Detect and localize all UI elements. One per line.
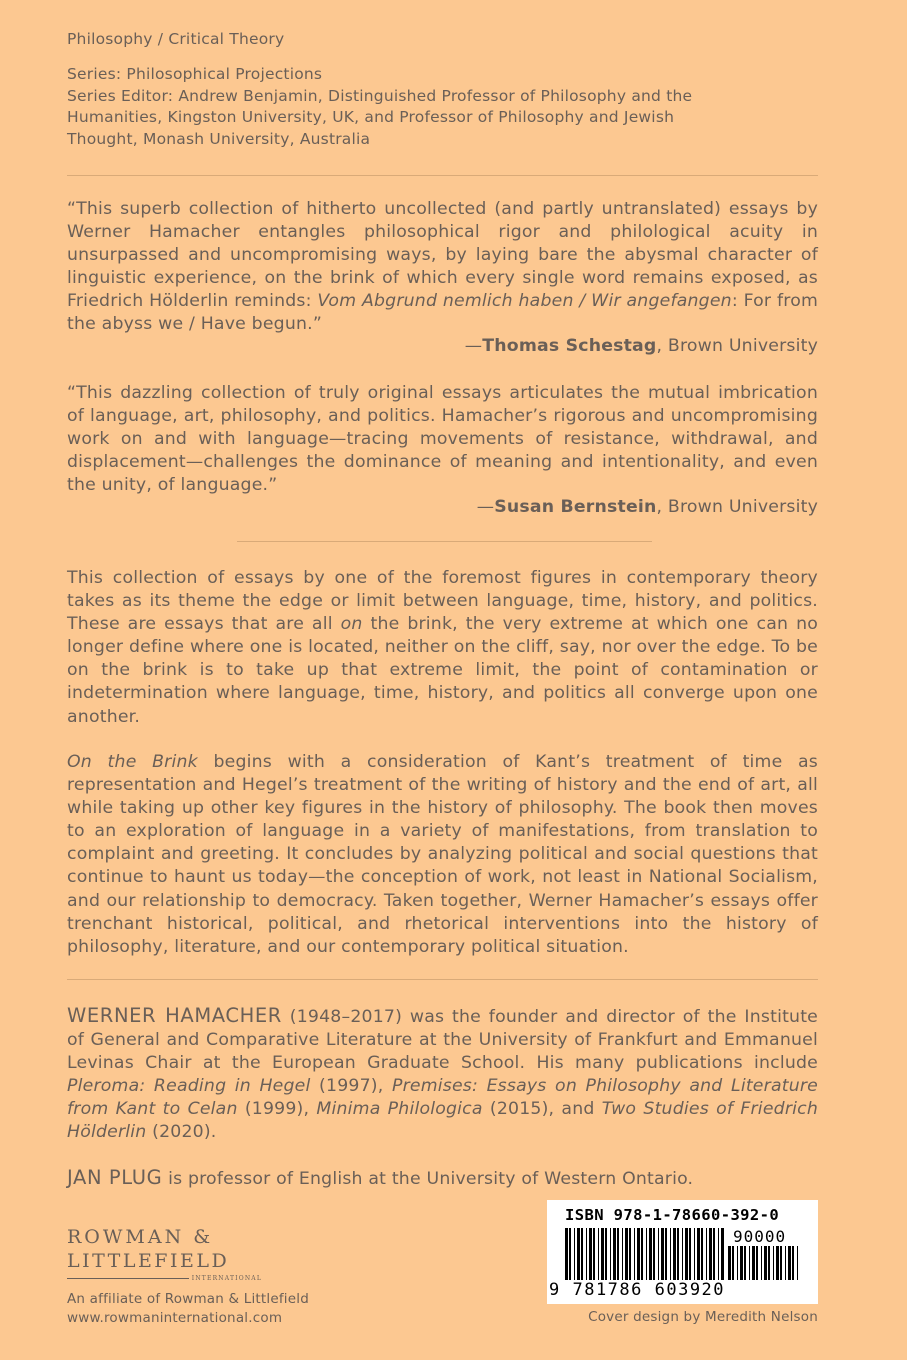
- barcode-bar: [718, 1228, 719, 1280]
- publication-title: Premises: Essays on Philosophy and Literature from Kant to Celan: [67, 1076, 818, 1120]
- blurb-text: “This superb collection of hitherto uncollected (and partly untranslated) essays by Werner Hamacher entangles philosophical rigor and philological acuity in unsurpassed and uncompromising ways, by laying bare the abysmal character of linguistic experience, on the brink of which every single word remains exposed, as Friedrich Hölderlin reminds:: [67, 199, 818, 312]
- translator-bio: [67, 1166, 818, 1191]
- barcode-bar: [613, 1228, 616, 1280]
- barcode-bar: [605, 1228, 607, 1280]
- description-text: This collection of essays by one of the foremost figures in contemporary theory takes as its theme the edge or limit between language, time, history, and politics. These are essays that are all: [67, 568, 818, 635]
- attribution-dash: —: [464, 336, 483, 356]
- barcode-bar: [598, 1228, 599, 1280]
- barcode-bar: [601, 1228, 604, 1280]
- blurb-italic: Vom Abgrund nemlich haben / Wir angefangen: [317, 291, 732, 312]
- description-text: the brink, the very extreme at which one can no longer define where one is located, neither on the cliff, say, nor over the edge. To be on the brink is to take up that extreme limit, the point of contamination or indetermination where language, time, history, and politics all converge upon one another.: [67, 614, 818, 727]
- barcode-bar: [797, 1246, 798, 1280]
- logo-subline: [67, 1275, 262, 1282]
- barcode-bar: [788, 1246, 791, 1280]
- barcode-bar: [629, 1228, 631, 1280]
- barcode-bar: [697, 1228, 700, 1280]
- description-paragraph: [67, 567, 818, 729]
- barcode-bar: [569, 1228, 571, 1280]
- description-text: begins with a consideration of Kant’s treatment of time as representation and Hegel’s treatment of the writing of history and the end of art, all while taking up other key figures in the history of philosophy. The book then moves to an exploration of language in a variety of manifestations, from translation to complaint and greeting. It concludes by analyzing political and social questions that continue to haunt us today—the conception of work, not least in National Socialism, and our relationship to democracy. Taken together, Werner Hamacher’s essays offer trenchant historical, political, and rhetorical interventions into the history of philosophy, literature, and our contemporary political situation.: [67, 752, 819, 957]
- barcode-bar: [780, 1246, 782, 1280]
- description-paragraph: [67, 751, 818, 959]
- barcode-bar: [689, 1228, 691, 1280]
- bio-text: (1948–2017) was the founder and director of the Institute of General and Comparative Literature at the University of Frankfurt and Emmanuel Levinas Chair at the European Graduate School. His many publications include: [67, 1007, 819, 1074]
- barcode-bar: [752, 1246, 755, 1280]
- barcode-bar: [670, 1228, 671, 1280]
- barcode-bar: [653, 1228, 655, 1280]
- blurb-attribution: [465, 336, 818, 356]
- reviewer-name: Thomas Schestag: [482, 336, 657, 356]
- barcode-bar: [658, 1228, 659, 1280]
- barcode-bar: [701, 1228, 703, 1280]
- barcode-addon-bars: [728, 1246, 800, 1280]
- barcode-bar: [756, 1246, 758, 1280]
- publication-title: Two Studies of Friedrich Hölderlin: [67, 1099, 818, 1143]
- barcode-bar: [768, 1246, 770, 1280]
- ean-number: 9 781786 603920: [549, 1280, 726, 1300]
- barcode-bar: [749, 1246, 750, 1280]
- barcode-bar: [625, 1228, 628, 1280]
- bio-text: (2015), and: [482, 1099, 602, 1120]
- barcode-bar: [776, 1246, 779, 1280]
- barcode-bar: [677, 1228, 679, 1280]
- isbn-text: ISBN 978-1-78660-392-0: [565, 1206, 780, 1224]
- barcode-addon-number: 90000: [733, 1227, 787, 1246]
- bio-text: (1999),: [237, 1099, 317, 1120]
- barcode-bar: [737, 1246, 738, 1280]
- author-name: WERNER HAMACHER: [67, 1004, 282, 1027]
- cover-credit: Cover design by Meredith Nelson: [588, 1309, 818, 1325]
- barcode-bar: [792, 1246, 794, 1280]
- barcode-bar: [732, 1246, 734, 1280]
- barcode-bar: [634, 1228, 635, 1280]
- reviewer-affiliation: , Brown University: [656, 336, 818, 356]
- blurb-quote: [67, 382, 818, 497]
- divider: [67, 175, 818, 176]
- barcode-bar: [593, 1228, 595, 1280]
- barcode-bar: [785, 1246, 786, 1280]
- barcode-bar: [673, 1228, 676, 1280]
- isbn-barcode: [547, 1200, 818, 1304]
- series-editor: Series Editor: Andrew Benjamin, Distinguished Professor of Philosophy and the Humanities, Kingston University, UK, and Professor of Philosophy and Jewish Thought, Monash University, Australia: [67, 86, 693, 148]
- barcode-bar: [665, 1228, 667, 1280]
- bio-text: (2020).: [146, 1122, 217, 1143]
- category-label: Philosophy / Critical Theory: [67, 30, 285, 48]
- barcode-bar: [617, 1228, 619, 1280]
- barcode-bar: [574, 1228, 575, 1280]
- barcode-bar: [637, 1228, 640, 1280]
- blurb-attribution: [477, 497, 818, 517]
- barcode-bar: [721, 1228, 724, 1280]
- description-italic: on: [340, 614, 363, 635]
- barcode-bar: [764, 1246, 767, 1280]
- barcode-bar: [581, 1228, 583, 1280]
- barcode-main-bars: [565, 1228, 725, 1280]
- barcode-bar: [649, 1228, 652, 1280]
- barcode-bar: [694, 1228, 695, 1280]
- publication-title: Pleroma: Reading in Hegel: [67, 1076, 311, 1097]
- affiliate-text: An affiliate of Rowman & Littlefield: [67, 1291, 309, 1307]
- logo-line1: ROWMAN &: [67, 1226, 214, 1248]
- series-title: Series: Philosophical Projections: [67, 65, 323, 83]
- attribution-dash: —: [476, 497, 495, 517]
- author-bio: [67, 1004, 818, 1145]
- website-link[interactable]: www.rowmaninternational.com: [67, 1310, 283, 1326]
- barcode-bar: [565, 1228, 568, 1280]
- barcode-bar: [740, 1246, 743, 1280]
- reviewer-affiliation: , Brown University: [656, 497, 818, 517]
- logo-sub: INTERNATIONAL: [191, 1275, 262, 1282]
- barcode-bar: [622, 1228, 623, 1280]
- barcode-bar: [577, 1228, 580, 1280]
- barcode-bar: [709, 1228, 712, 1280]
- blurb-quote: [67, 198, 818, 337]
- divider: [237, 541, 652, 542]
- barcode-bar: [713, 1228, 715, 1280]
- divider: [67, 979, 818, 980]
- barcode-bar: [646, 1228, 647, 1280]
- blurb-text: “This dazzling collection of truly original essays articulates the mutual imbrication of language, art, philosophy, and politics. Hamacher’s rigorous and uncompromising work on and with language—tracing movements of resistance, withdrawal, and displacement—challenges the dominance of meaning and intentionality, and even the unity, of language.”: [67, 383, 818, 496]
- barcode-bar: [744, 1246, 746, 1280]
- reviewer-name: Susan Bernstein: [494, 497, 657, 517]
- barcode-bar: [586, 1228, 587, 1280]
- barcode-bar: [773, 1246, 774, 1280]
- series-info: [67, 64, 737, 150]
- bio-text: is professor of English at the University of Western Ontario.: [162, 1169, 694, 1189]
- bio-text: (1997),: [310, 1076, 392, 1097]
- logo-line2: LITTLEFIELD: [67, 1250, 230, 1272]
- barcode-bar: [706, 1228, 707, 1280]
- barcode-bar: [761, 1246, 762, 1280]
- barcode-bar: [685, 1228, 688, 1280]
- barcode-bar: [589, 1228, 592, 1280]
- publisher-logo: [67, 1226, 262, 1282]
- publisher-info: [67, 1290, 309, 1328]
- barcode-bar: [728, 1246, 731, 1280]
- translator-name: JAN PLUG: [67, 1166, 163, 1189]
- publication-title: Minima Philologica: [316, 1099, 483, 1120]
- barcode-bar: [661, 1228, 664, 1280]
- barcode-bar: [610, 1228, 611, 1280]
- barcode-bar: [682, 1228, 683, 1280]
- barcode-bar: [641, 1228, 643, 1280]
- blurb-text-end: : For from the abyss we / Have begun.”: [67, 291, 819, 335]
- book-title: On the Brink: [67, 752, 198, 772]
